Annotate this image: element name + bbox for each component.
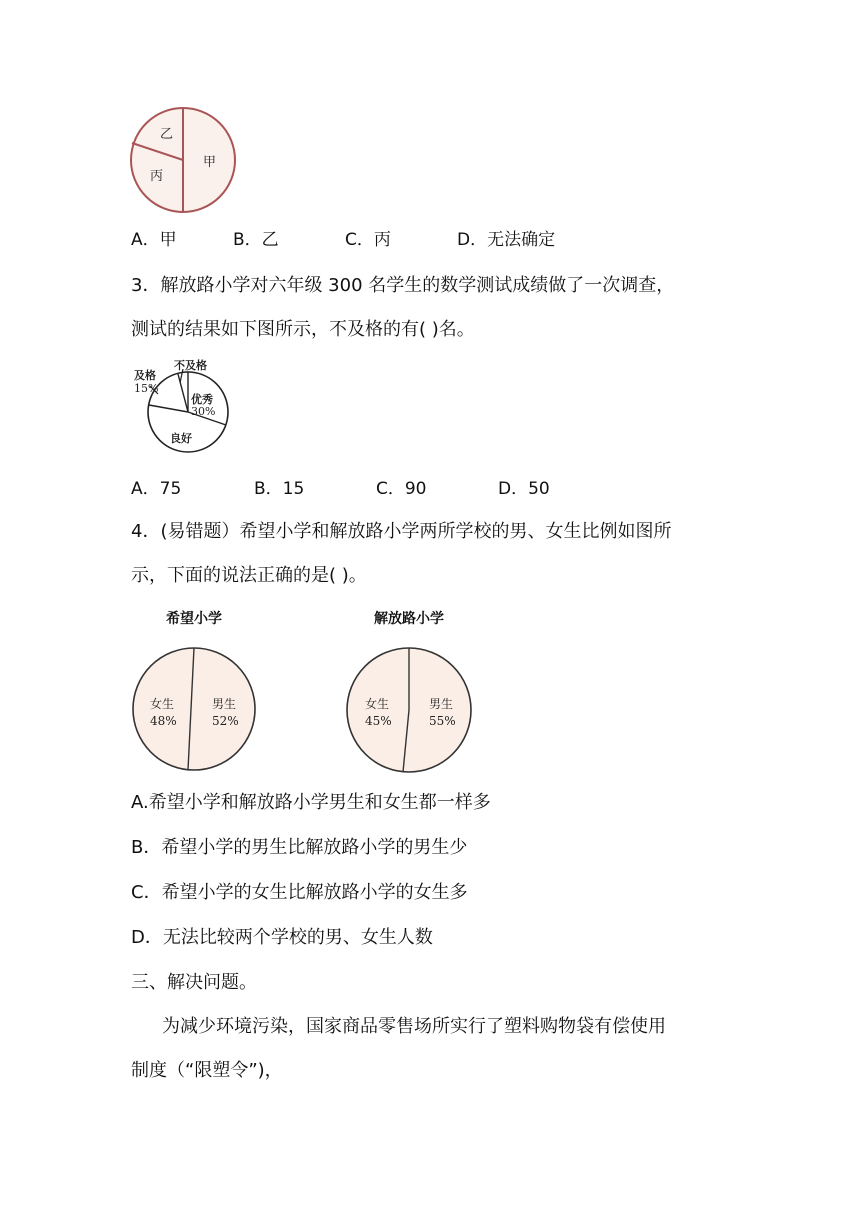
q4-question-line1: 4．(易错题）希望小学和解放路小学两所学校的男、女生比例如图所 <box>131 521 672 542</box>
q4-s1-male-label: 男生 <box>212 697 237 711</box>
q4-school2-title: 解放路小学 <box>374 611 444 627</box>
q3-label-fail: 不及格 <box>174 359 207 372</box>
q4-s2-female-pct: 45% <box>365 714 392 728</box>
q4-pie-chart-school2 <box>345 644 475 776</box>
section3-paragraph-line1: 为减少环境污染，国家商品零售场所实行了塑料购物袋有偿使用 <box>162 1016 666 1037</box>
q3-pie-chart <box>128 355 248 460</box>
q4-school1-title: 希望小学 <box>166 611 222 627</box>
q3-label-good: 良好 <box>170 432 192 445</box>
q3-label-excellent: 优秀 <box>191 393 213 406</box>
q4-option-c: C．希望小学的女生比解放路小学的女生多 <box>131 882 468 903</box>
q4-s1-female-pct: 48% <box>150 714 177 728</box>
q4-s1-female-label: 女生 <box>150 697 175 711</box>
q3-label-pass-pct: 15% <box>134 382 159 395</box>
q2-pie-chart <box>128 104 248 214</box>
q2-option-c: C．丙 <box>345 230 391 250</box>
q2-label-jia: 甲 <box>203 155 217 170</box>
q3-option-b: B．15 <box>254 479 305 499</box>
q2-option-d: D．无法确定 <box>457 230 556 250</box>
section3-heading: 三、解决问题。 <box>131 972 257 993</box>
section3-paragraph-line2: 制度（“限塑令”)， <box>131 1060 283 1081</box>
q3-option-d: D．50 <box>498 479 550 499</box>
q2-label-bing: 丙 <box>150 169 164 184</box>
q4-option-b: B．希望小学的男生比解放路小学的男生少 <box>131 837 468 858</box>
q4-s2-female-label: 女生 <box>365 697 390 711</box>
q2-option-b: B．乙 <box>233 230 279 250</box>
q4-option-d: D．无法比较两个学校的男、女生人数 <box>131 927 433 948</box>
q4-pie-chart-school1 <box>130 644 260 774</box>
q3-question-line1: 3．解放路小学对六年级 300 名学生的数学测试成绩做了一次调查， <box>131 275 675 296</box>
q3-option-a: A．75 <box>131 479 182 499</box>
q3-label-excellent-pct: 30% <box>191 405 216 418</box>
q4-s2-male-pct: 55% <box>429 714 456 728</box>
q3-label-pass: 及格 <box>134 369 156 382</box>
q2-label-yi: 乙 <box>160 127 174 142</box>
q4-question-line2: 示，下面的说法正确的是( )。 <box>131 565 367 586</box>
q3-option-c: C．90 <box>376 479 427 499</box>
q2-option-a: A．甲 <box>131 230 177 250</box>
q4-s2-male-label: 男生 <box>429 697 454 711</box>
q4-s1-male-pct: 52% <box>212 714 239 728</box>
q4-option-a: A.希望小学和解放路小学男生和女生都一样多 <box>131 792 491 813</box>
q3-question-line2: 测试的结果如下图所示，不及格的有( )名。 <box>131 319 475 340</box>
